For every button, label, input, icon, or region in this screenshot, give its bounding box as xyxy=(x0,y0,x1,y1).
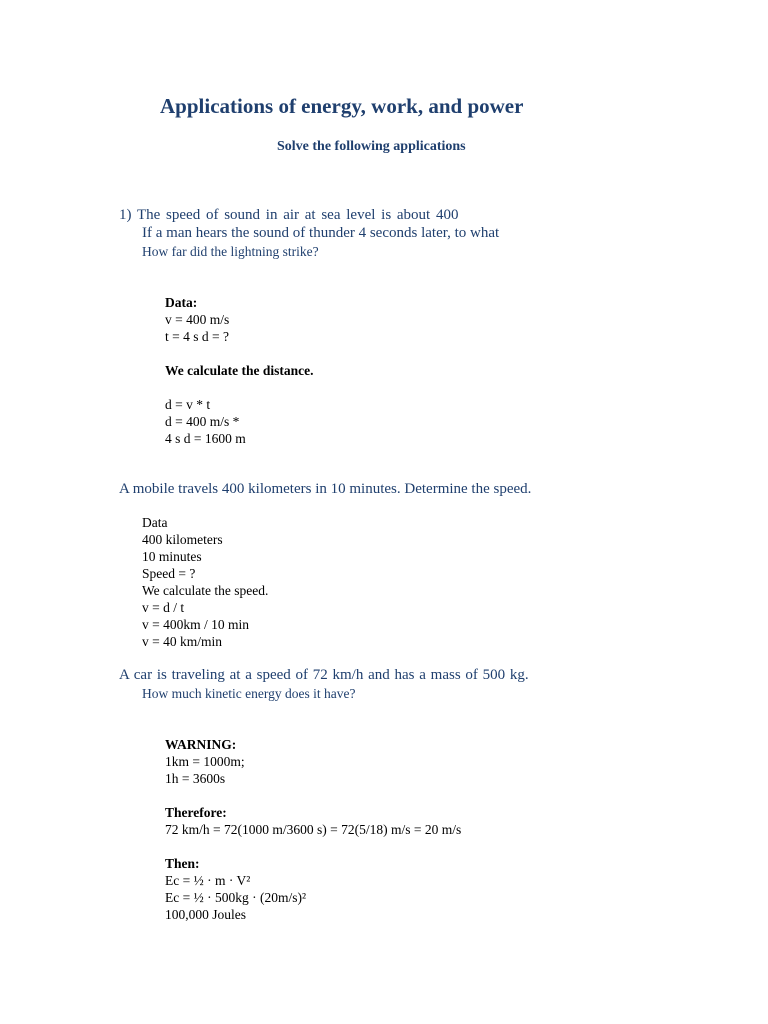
problem3-warning-line: 1km = 1000m; xyxy=(165,754,245,769)
problem2-line: v = 400km / 10 min xyxy=(142,617,249,632)
problem3-therefore-heading: Therefore: xyxy=(165,805,227,820)
document-title: Applications of energy, work, and power xyxy=(160,94,524,118)
problem2-solution xyxy=(142,514,268,650)
problem2-line: 10 minutes xyxy=(142,549,202,564)
problem2-line: 400 kilometers xyxy=(142,532,223,547)
problem3-then-line: Ec = ½ · 500kg · (20m/s)² xyxy=(165,890,307,905)
problem2-line: v = d / t xyxy=(142,600,185,615)
document-subtitle: Solve the following applications xyxy=(277,139,466,154)
problem2-line: Data xyxy=(142,515,168,530)
problem2-statement: A mobile travels 400 kilometers in 10 minutes. Determine the speed. xyxy=(119,481,532,497)
problem1-calc-line: d = 400 m/s * xyxy=(165,414,240,429)
problem3-warning-line: 1h = 3600s xyxy=(165,771,226,786)
problem3-then-line: 100,000 Joules xyxy=(165,907,246,922)
problem3-then-heading: Then: xyxy=(165,856,200,871)
problem2-line: Speed = ? xyxy=(142,566,196,581)
problem1-data-line: t = 4 s d = ? xyxy=(165,329,229,344)
problem1-question: How far did the lightning strike? xyxy=(142,244,319,259)
problem1-data-line: v = 400 m/s xyxy=(165,312,230,327)
problem1-solution xyxy=(165,294,313,447)
problem1-calc-line: 4 s d = 1600 m xyxy=(165,431,246,446)
problem3-therefore-line: 72 km/h = 72(1000 m/3600 s) = 72(5/18) m/s = 20 m/s xyxy=(165,822,462,837)
problem1-statement-line1: 1) The speed of sound in air at sea level is about 400 xyxy=(119,207,459,223)
problem1-statement-line2: If a man hears the sound of thunder 4 seconds later, to what xyxy=(142,225,500,241)
problem3-then-line: Ec = ½ · m · V² xyxy=(165,873,251,888)
problem3-solution xyxy=(165,736,461,923)
problem3-statement: A car is traveling at a speed of 72 km/h and has a mass of 500 kg. xyxy=(119,667,529,683)
problem3-warning-heading: WARNING: xyxy=(165,737,237,752)
problem2-line: We calculate the speed. xyxy=(142,583,269,598)
problem2-line: v = 40 km/min xyxy=(142,634,222,649)
problem1-data-heading: Data: xyxy=(165,295,198,310)
problem3-question: How much kinetic energy does it have? xyxy=(142,686,356,701)
problem1-calc-line: d = v * t xyxy=(165,397,211,412)
problem1-calc-heading: We calculate the distance. xyxy=(165,363,314,378)
